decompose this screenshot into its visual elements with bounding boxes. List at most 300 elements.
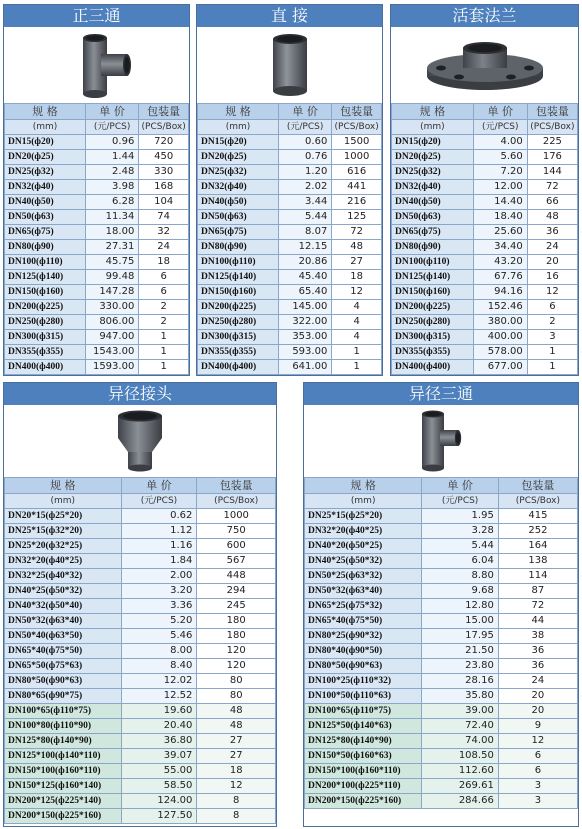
pack-cell: 114 [498, 569, 577, 584]
price-cell: 5.46 [121, 629, 197, 644]
pack-unit: (PCS/Box) [527, 120, 577, 135]
pack-cell: 36 [527, 225, 577, 240]
spec-cell: DN32(ф40) [392, 180, 474, 195]
pack-cell: 44 [498, 614, 577, 629]
table-row [392, 255, 578, 270]
spec-cell: DN400(ф400) [392, 360, 474, 375]
table-row [5, 240, 189, 255]
pack-unit: (PCS/Box) [498, 494, 577, 509]
header-row [305, 478, 578, 494]
table-row [198, 255, 382, 270]
table-row [5, 165, 189, 180]
pack-cell: 6 [498, 749, 577, 764]
pack-cell: 1000 [197, 509, 276, 524]
spec-cell: DN80(ф90) [5, 240, 86, 255]
spec-cell: DN40*32(ф50*40) [5, 599, 122, 614]
pack-cell: 80 [197, 689, 276, 704]
price-unit: (元/PCS) [85, 120, 138, 135]
spec-cell: DN100*80(ф110*90) [5, 719, 122, 734]
table-row [392, 135, 578, 150]
table-row [392, 150, 578, 165]
spec-cell: DN355(ф355) [5, 345, 86, 360]
spec-cell: DN20(ф25) [5, 150, 86, 165]
table-row [305, 629, 578, 644]
price-cell: 39.07 [121, 749, 197, 764]
pack-cell: 3 [498, 794, 577, 809]
tee-title: 正三通 [4, 5, 189, 27]
pack-cell: 20 [527, 255, 577, 270]
spec-cell: DN80(ф90) [198, 240, 279, 255]
pack-cell: 252 [498, 524, 577, 539]
price-cell: 269.61 [422, 779, 498, 794]
spec-cell: DN150*125(ф160*140) [5, 779, 122, 794]
spec-cell: DN200(ф225) [5, 300, 86, 315]
pack-cell: 9 [498, 719, 577, 734]
spec-unit: (mm) [305, 494, 422, 509]
coupling-image [197, 27, 382, 103]
pack-cell: 27 [197, 734, 276, 749]
price-cell: 74.00 [422, 734, 498, 749]
pack-cell: 27 [197, 749, 276, 764]
unit-row [305, 494, 578, 509]
pack-cell: 6 [139, 270, 189, 285]
price-cell: 65.40 [278, 285, 331, 300]
table-row [305, 614, 578, 629]
spec-cell: DN65*40(ф75*50) [5, 644, 122, 659]
price-cell: 947.00 [85, 330, 138, 345]
pack-header: 包装量 [498, 478, 577, 494]
pack-cell: 4 [332, 315, 382, 330]
spec-cell: DN125*80(ф140*90) [5, 734, 122, 749]
pack-cell: 18 [139, 255, 189, 270]
table-row [198, 330, 382, 345]
spec-cell: DN32(ф40) [198, 180, 279, 195]
spec-cell: DN100(ф110) [198, 255, 279, 270]
table-row [392, 315, 578, 330]
spec-cell: DN150*100(ф160*110) [5, 764, 122, 779]
table-row [305, 569, 578, 584]
spec-cell: DN32*25(ф40*32) [5, 569, 122, 584]
spec-cell: DN150(ф160) [5, 285, 86, 300]
price-cell: 5.60 [473, 150, 527, 165]
price-cell: 593.00 [278, 345, 331, 360]
spec-header: 规 格 [5, 104, 86, 120]
table-row [305, 734, 578, 749]
reducing-tee-table [304, 477, 578, 809]
price-cell: 72.40 [422, 719, 498, 734]
table-row [198, 300, 382, 315]
table-row [305, 509, 578, 524]
price-cell: 99.48 [85, 270, 138, 285]
spec-cell: DN355(ф355) [198, 345, 279, 360]
pack-cell: 72 [332, 225, 382, 240]
price-cell: 27.31 [85, 240, 138, 255]
pack-cell: 3 [527, 330, 577, 345]
table-row [305, 644, 578, 659]
unit-row [5, 494, 276, 509]
pack-cell: 32 [139, 225, 189, 240]
price-cell: 94.16 [473, 285, 527, 300]
spec-cell: DN250(ф280) [198, 315, 279, 330]
spec-cell: DN80*65(ф90*75) [5, 689, 122, 704]
price-cell: 284.66 [422, 794, 498, 809]
spec-cell: DN15(ф20) [5, 135, 86, 150]
pack-cell: 74 [139, 210, 189, 225]
table-row [305, 719, 578, 734]
table-row [5, 360, 189, 375]
table-row [5, 659, 276, 674]
pack-cell: 125 [332, 210, 382, 225]
price-cell: 1.20 [278, 165, 331, 180]
coupling-fitting-icon [250, 30, 330, 100]
price-cell: 147.28 [85, 285, 138, 300]
table-row [198, 360, 382, 375]
reducer-table [4, 477, 276, 824]
spec-cell: DN80(ф90) [392, 240, 474, 255]
pack-cell: 18 [197, 764, 276, 779]
price-cell: 330.00 [85, 300, 138, 315]
table-row [198, 270, 382, 285]
table-row [5, 554, 276, 569]
price-cell: 641.00 [278, 360, 331, 375]
table-row [198, 135, 382, 150]
table-row [5, 270, 189, 285]
reducer-panel [3, 382, 277, 827]
pack-cell: 180 [197, 629, 276, 644]
table-row [5, 734, 276, 749]
tee-image [4, 27, 189, 103]
table-row [5, 210, 189, 225]
spec-cell: DN50*25(ф63*32) [305, 569, 422, 584]
spec-unit: (mm) [5, 494, 122, 509]
pack-cell: 16 [527, 270, 577, 285]
spec-cell: DN80*25(ф90*32) [305, 629, 422, 644]
table-row [305, 794, 578, 809]
table-row [5, 345, 189, 360]
spec-cell: DN150*100(ф160*110) [305, 764, 422, 779]
table-row [198, 225, 382, 240]
price-cell: 806.00 [85, 315, 138, 330]
spec-cell: DN300(ф315) [392, 330, 474, 345]
pack-cell: 104 [139, 195, 189, 210]
table-row [5, 569, 276, 584]
pack-cell: 294 [197, 584, 276, 599]
price-cell: 5.20 [121, 614, 197, 629]
pack-cell: 38 [498, 629, 577, 644]
price-cell: 67.76 [473, 270, 527, 285]
spec-cell: DN40(ф50) [392, 195, 474, 210]
price-cell: 124.00 [121, 794, 197, 809]
price-cell: 11.34 [85, 210, 138, 225]
spec-cell: DN100*65(ф110*75) [305, 704, 422, 719]
price-cell: 0.60 [278, 135, 331, 150]
table-row [305, 524, 578, 539]
unit-row [5, 120, 189, 135]
table-row [198, 150, 382, 165]
pack-cell: 1 [332, 360, 382, 375]
price-cell: 8.40 [121, 659, 197, 674]
price-cell: 12.80 [422, 599, 498, 614]
table-row [5, 809, 276, 824]
spec-cell: DN125*100(ф140*110) [5, 749, 122, 764]
table-row [392, 345, 578, 360]
price-cell: 35.80 [422, 689, 498, 704]
table-row [5, 629, 276, 644]
pack-header: 包装量 [332, 104, 382, 120]
price-cell: 112.60 [422, 764, 498, 779]
pack-header: 包装量 [139, 104, 189, 120]
table-row [392, 360, 578, 375]
spec-cell: DN40*25(ф50*32) [5, 584, 122, 599]
price-unit: (元/PCS) [278, 120, 331, 135]
table-row [198, 345, 382, 360]
price-cell: 17.95 [422, 629, 498, 644]
price-cell: 14.40 [473, 195, 527, 210]
table-row [305, 764, 578, 779]
spec-header: 规 格 [392, 104, 474, 120]
price-cell: 19.60 [121, 704, 197, 719]
price-cell: 43.20 [473, 255, 527, 270]
price-header: 单 价 [473, 104, 527, 120]
pack-cell: 1 [527, 345, 577, 360]
spec-cell: DN32(ф40) [5, 180, 86, 195]
price-cell: 677.00 [473, 360, 527, 375]
table-row [392, 285, 578, 300]
pack-unit: (PCS/Box) [197, 494, 276, 509]
spec-cell: DN250(ф280) [5, 315, 86, 330]
spec-cell: DN25*15(ф32*20) [5, 524, 122, 539]
pack-cell: 6 [527, 300, 577, 315]
table-row [5, 315, 189, 330]
price-cell: 20.86 [278, 255, 331, 270]
pack-cell: 330 [139, 165, 189, 180]
pack-unit: (PCS/Box) [139, 120, 189, 135]
table-row [5, 689, 276, 704]
spec-cell: DN100*25(ф110*32) [305, 674, 422, 689]
price-cell: 6.28 [85, 195, 138, 210]
pack-cell: 1500 [332, 135, 382, 150]
pack-cell: 8 [197, 809, 276, 824]
spec-cell: DN125*50(ф140*63) [305, 719, 422, 734]
flange-table [391, 103, 578, 375]
price-cell: 12.00 [473, 180, 527, 195]
spec-cell: DN32*20(ф40*25) [305, 524, 422, 539]
pack-cell: 12 [197, 779, 276, 794]
pack-cell: 87 [498, 584, 577, 599]
pack-cell: 225 [527, 135, 577, 150]
pack-cell: 12 [527, 285, 577, 300]
spec-cell: DN40*25(ф50*32) [305, 554, 422, 569]
pack-cell: 12 [498, 734, 577, 749]
spec-cell: DN50(ф63) [198, 210, 279, 225]
price-cell: 58.50 [121, 779, 197, 794]
spec-cell: DN65(ф75) [198, 225, 279, 240]
table-row [5, 719, 276, 734]
reducer-fitting-icon [95, 408, 185, 474]
price-header: 单 价 [85, 104, 138, 120]
pack-cell: 1 [527, 360, 577, 375]
price-cell: 20.40 [121, 719, 197, 734]
spec-unit: (mm) [198, 120, 279, 135]
price-cell: 39.00 [422, 704, 498, 719]
pack-cell: 144 [527, 165, 577, 180]
pack-cell: 415 [498, 509, 577, 524]
spec-cell: DN65*50(ф75*63) [5, 659, 122, 674]
price-cell: 8.00 [121, 644, 197, 659]
table-row [5, 524, 276, 539]
spec-cell: DN20*15(ф25*20) [5, 509, 122, 524]
spec-cell: DN150(ф160) [198, 285, 279, 300]
price-unit: (元/PCS) [422, 494, 498, 509]
reducer-image [4, 405, 276, 477]
tee-table [4, 103, 189, 375]
unit-row [198, 120, 382, 135]
table-row [5, 614, 276, 629]
table-row [5, 704, 276, 719]
price-cell: 145.00 [278, 300, 331, 315]
price-cell: 9.68 [422, 584, 498, 599]
price-cell: 28.16 [422, 674, 498, 689]
spec-cell: DN200(ф225) [392, 300, 474, 315]
pack-cell: 1 [139, 330, 189, 345]
pack-cell: 66 [527, 195, 577, 210]
price-cell: 1.16 [121, 539, 197, 554]
spec-cell: DN50*32(ф63*40) [5, 614, 122, 629]
flange-image [391, 27, 578, 103]
spec-unit: (mm) [5, 120, 86, 135]
pack-cell: 720 [139, 135, 189, 150]
price-cell: 578.00 [473, 345, 527, 360]
table-row [5, 674, 276, 689]
price-unit: (元/PCS) [121, 494, 197, 509]
spec-cell: DN200*125(ф225*140) [5, 794, 122, 809]
unit-row [392, 120, 578, 135]
spec-cell: DN200(ф225) [198, 300, 279, 315]
spec-header: 规 格 [5, 478, 122, 494]
pack-cell: 4 [332, 300, 382, 315]
table-row [5, 764, 276, 779]
spec-cell: DN65*40(ф75*50) [305, 614, 422, 629]
spec-cell: DN80*40(ф90*50) [305, 644, 422, 659]
reducing-tee-image [304, 405, 578, 477]
table-row [5, 300, 189, 315]
price-cell: 3.44 [278, 195, 331, 210]
table-row [305, 674, 578, 689]
spec-cell: DN200*150(ф225*160) [305, 794, 422, 809]
flange-panel [390, 4, 579, 376]
spec-cell: DN300(ф315) [5, 330, 86, 345]
table-row [5, 255, 189, 270]
tee-fitting-icon [57, 30, 137, 100]
pack-cell: 12 [332, 285, 382, 300]
spec-unit: (mm) [392, 120, 474, 135]
price-cell: 127.50 [121, 809, 197, 824]
price-cell: 152.46 [473, 300, 527, 315]
pack-cell: 27 [332, 255, 382, 270]
spec-cell: DN355(ф355) [392, 345, 474, 360]
tee-panel [3, 4, 190, 376]
table-row [305, 584, 578, 599]
price-cell: 12.15 [278, 240, 331, 255]
price-cell: 1.95 [422, 509, 498, 524]
price-cell: 2.02 [278, 180, 331, 195]
spec-cell: DN125(ф140) [198, 270, 279, 285]
table-row [392, 300, 578, 315]
price-cell: 1543.00 [85, 345, 138, 360]
spec-cell: DN32*20(ф40*25) [5, 554, 122, 569]
price-cell: 1.84 [121, 554, 197, 569]
table-row [305, 554, 578, 569]
table-row [5, 195, 189, 210]
price-cell: 400.00 [473, 330, 527, 345]
pack-cell: 36 [498, 644, 577, 659]
pack-cell: 24 [498, 674, 577, 689]
price-cell: 55.00 [121, 764, 197, 779]
pack-cell: 6 [139, 285, 189, 300]
table-row [5, 330, 189, 345]
spec-cell: DN100*50(ф110*63) [305, 689, 422, 704]
table-row [198, 210, 382, 225]
pack-cell: 616 [332, 165, 382, 180]
header-row [5, 104, 189, 120]
spec-cell: DN40*20(ф50*25) [305, 539, 422, 554]
spec-cell: DN50*32(ф63*40) [305, 584, 422, 599]
spec-cell: DN80*50(ф90*63) [5, 674, 122, 689]
price-cell: 5.44 [422, 539, 498, 554]
pack-cell: 4 [332, 330, 382, 345]
reducer-title: 异径接头 [4, 383, 276, 405]
pack-cell: 168 [139, 180, 189, 195]
price-cell: 18.40 [473, 210, 527, 225]
table-row [392, 270, 578, 285]
price-cell: 0.76 [278, 150, 331, 165]
pack-cell: 24 [139, 240, 189, 255]
table-row [305, 779, 578, 794]
table-row [5, 180, 189, 195]
price-cell: 4.00 [473, 135, 527, 150]
price-header: 单 价 [121, 478, 197, 494]
price-cell: 3.20 [121, 584, 197, 599]
table-row [5, 794, 276, 809]
table-row [198, 285, 382, 300]
table-row [5, 150, 189, 165]
table-row [198, 240, 382, 255]
pack-cell: 180 [197, 614, 276, 629]
price-cell: 34.40 [473, 240, 527, 255]
pack-cell: 72 [498, 599, 577, 614]
reducing-tee-title: 异径三通 [304, 383, 578, 405]
price-cell: 25.60 [473, 225, 527, 240]
table-row [392, 225, 578, 240]
spec-cell: DN150*50(ф160*63) [305, 749, 422, 764]
price-cell: 353.00 [278, 330, 331, 345]
pack-cell: 1 [139, 345, 189, 360]
price-cell: 0.96 [85, 135, 138, 150]
pack-cell: 48 [527, 210, 577, 225]
pack-cell: 72 [527, 180, 577, 195]
pack-cell: 245 [197, 599, 276, 614]
price-cell: 3.98 [85, 180, 138, 195]
pack-cell: 120 [197, 644, 276, 659]
price-cell: 15.00 [422, 614, 498, 629]
table-row [305, 689, 578, 704]
price-cell: 18.00 [85, 225, 138, 240]
price-cell: 8.07 [278, 225, 331, 240]
table-row [198, 315, 382, 330]
spec-cell: DN15(ф20) [198, 135, 279, 150]
spec-cell: DN400(ф400) [198, 360, 279, 375]
table-row [5, 584, 276, 599]
